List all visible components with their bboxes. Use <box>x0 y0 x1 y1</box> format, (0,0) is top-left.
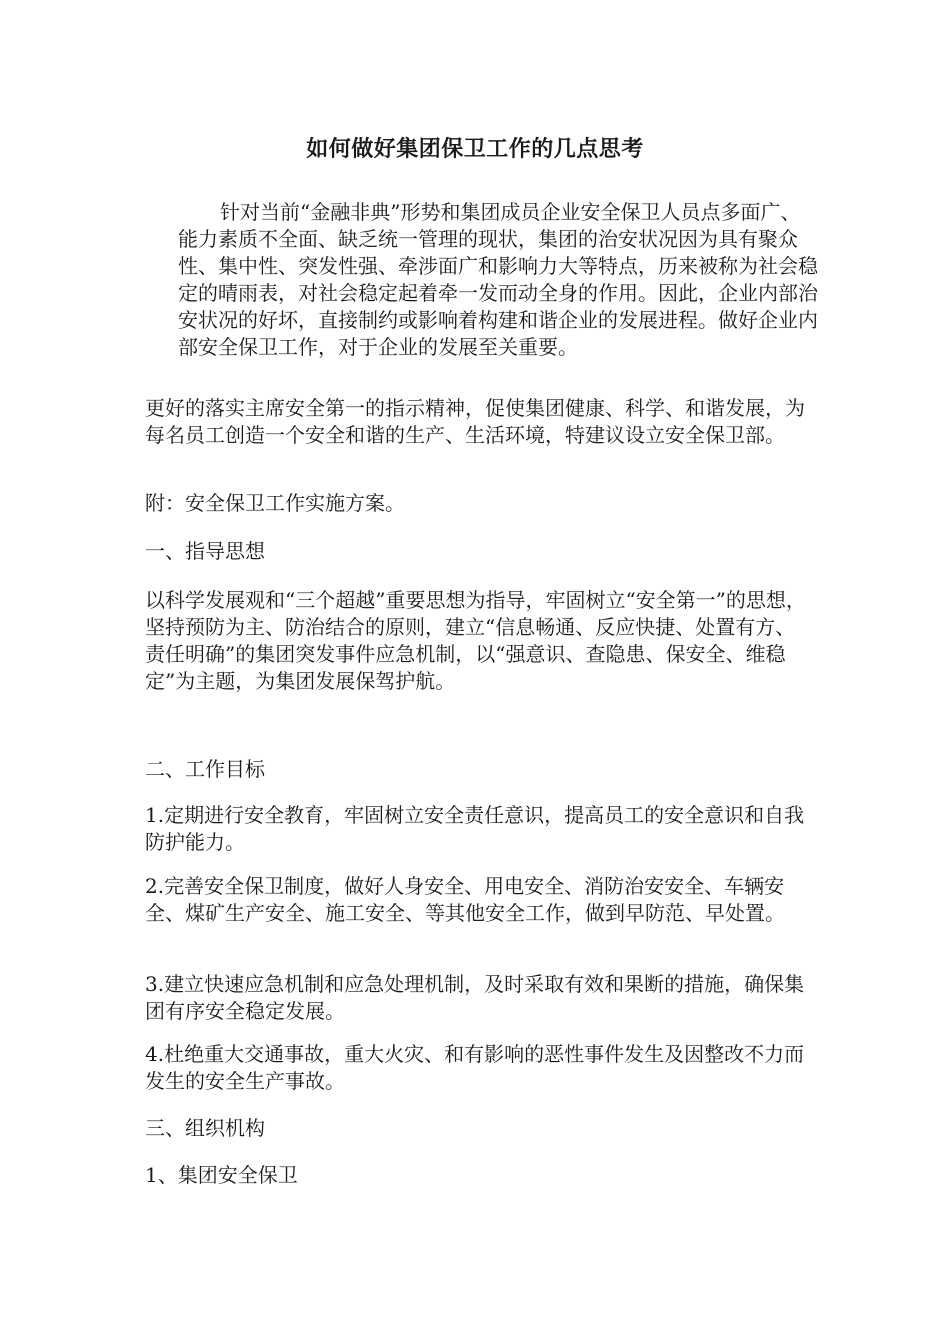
attachment-line: 附：安全保卫工作实施方案。 <box>145 491 405 515</box>
section-heading-guiding-thought: 一、指导思想 <box>145 539 265 563</box>
goal-item: 4.杜绝重大交通事故，重大火灾、和有影响的恶性事件发生及因整改不力而发生的安全生产事故。 <box>145 1042 805 1093</box>
section-heading-work-goals: 二、工作目标 <box>145 757 265 781</box>
section-heading-organization: 三、组织机构 <box>145 1116 265 1140</box>
goal-item: 3.建立快速应急机制和应急处理机制，及时采取有效和果断的措施，确保集团有序安全稳定发展。 <box>145 972 805 1023</box>
lead-paragraph: 更好的落实主席安全第一的指示精神，促使集团健康、科学、和谐发展，为每名员工创造一个安全和谐的生产、生活环境，特建议设立安全保卫部。 <box>145 396 805 447</box>
goal-item: 2.完善安全保卫制度，做好人身安全、用电安全、消防治安安全、车辆安全、煤矿生产安全、施工安全、等其他安全工作，做到早防范、早处置。 <box>145 874 785 925</box>
organization-item: 1、集团安全保卫 <box>145 1163 298 1187</box>
guiding-thought-paragraph: 以科学发展观和“三个超越”重要思想为指导，牢固树立“安全第一”的思想，坚持预防为主、防治结合的原则，建立“信息畅通、反应快捷、处置有方、责任明确”的集团突发事件应急机制，以“强意识、查隐患、保安全、维稳定”为主题，为集团发展保驾护航。 <box>145 588 806 693</box>
goal-item: 1.定期进行安全教育，牢固树立安全责任意识，提高员工的安全意识和自我防护能力。 <box>145 803 805 854</box>
document-title: 如何做好集团保卫工作的几点思考 <box>306 137 644 162</box>
intro-paragraph: 针对当前“金融非典”形势和集团成员企业安全保卫人员点多面广、能力素质不全面、缺乏统一管理的现状，集团的治安状况因为具有聚众性、集中性、突发性强、牵涉面广和影响力大等特点，历来被称为社会稳定的晴雨表，对社会稳定起着牵一发而动全身的作用。因此，企业内部治安状况的好坏，直接制约或影响着构建和谐企业的发展进程。做好企业内部安全保卫工作，对于企业的发展至关重要。 <box>178 200 818 359</box>
